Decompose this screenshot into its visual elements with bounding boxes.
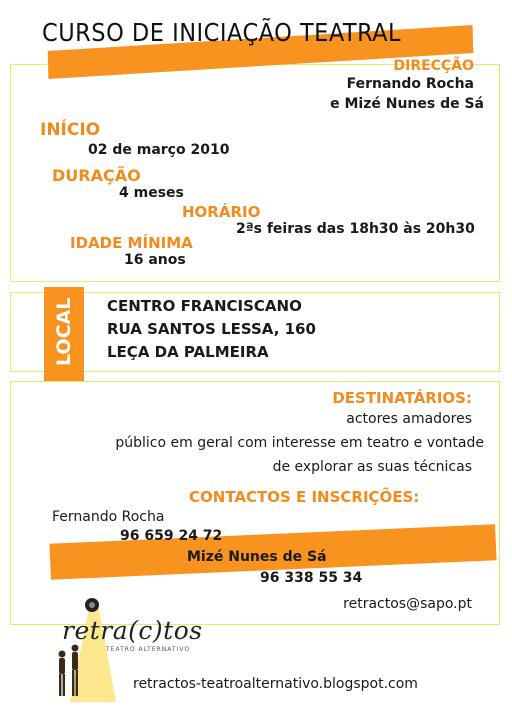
logo-tagline: TEATRO ALTERNATIVO (106, 646, 191, 653)
contactos-label: CONTACTOS E INSCRIÇÕES: (189, 488, 420, 506)
direccao-label: DIRECÇÃO (393, 58, 474, 74)
destinatarios-line-3: de explorar as suas técnicas (272, 459, 472, 475)
contact-email: retractos@sapo.pt (343, 596, 472, 612)
inicio-value: 02 de março 2010 (88, 142, 230, 158)
logo (36, 594, 203, 714)
destinatarios-label: DESTINATÁRIOS: (332, 389, 472, 407)
idade-value: 16 anos (124, 252, 186, 268)
direccao-name-1: Fernando Rocha (346, 76, 474, 92)
contact-name-2: Mizé Nunes de Sá (187, 549, 327, 565)
direccao-name-2: e Mizé Nunes de Sá (330, 96, 484, 112)
local-label: LOCAL (53, 297, 75, 366)
contact-phone-2: 96 338 55 34 (260, 570, 363, 586)
contact-phone-1: 96 659 24 72 (120, 528, 223, 544)
local-line-3: LEÇA DA PALMEIRA (107, 343, 269, 361)
duracao-value: 4 meses (119, 185, 184, 201)
destinatarios-line-2: público em geral com interesse em teatro e vontade (115, 435, 484, 451)
page-title: CURSO DE INICIAÇÃO TEATRAL (42, 18, 402, 47)
idade-label: IDADE MÍNIMA (70, 234, 193, 252)
blog-url: retractos-teatroalternativo.blogspot.com (133, 676, 418, 692)
horario-value: 2ªs feiras das 18h30 às 20h30 (236, 221, 475, 237)
local-line-2: RUA SANTOS LESSA, 160 (107, 320, 316, 338)
logo-graphic (36, 594, 196, 714)
duracao-label: DURAÇÃO (52, 166, 141, 185)
local-line-1: CENTRO FRANCISCANO (107, 297, 302, 315)
contact-name-1: Fernando Rocha (52, 509, 165, 525)
horario-label: HORÁRIO (182, 203, 261, 221)
destinatarios-line-1: actores amadores (346, 411, 472, 427)
inicio-label: INÍCIO (40, 120, 101, 140)
logo-wordmark: retra(c)tos (62, 616, 203, 645)
